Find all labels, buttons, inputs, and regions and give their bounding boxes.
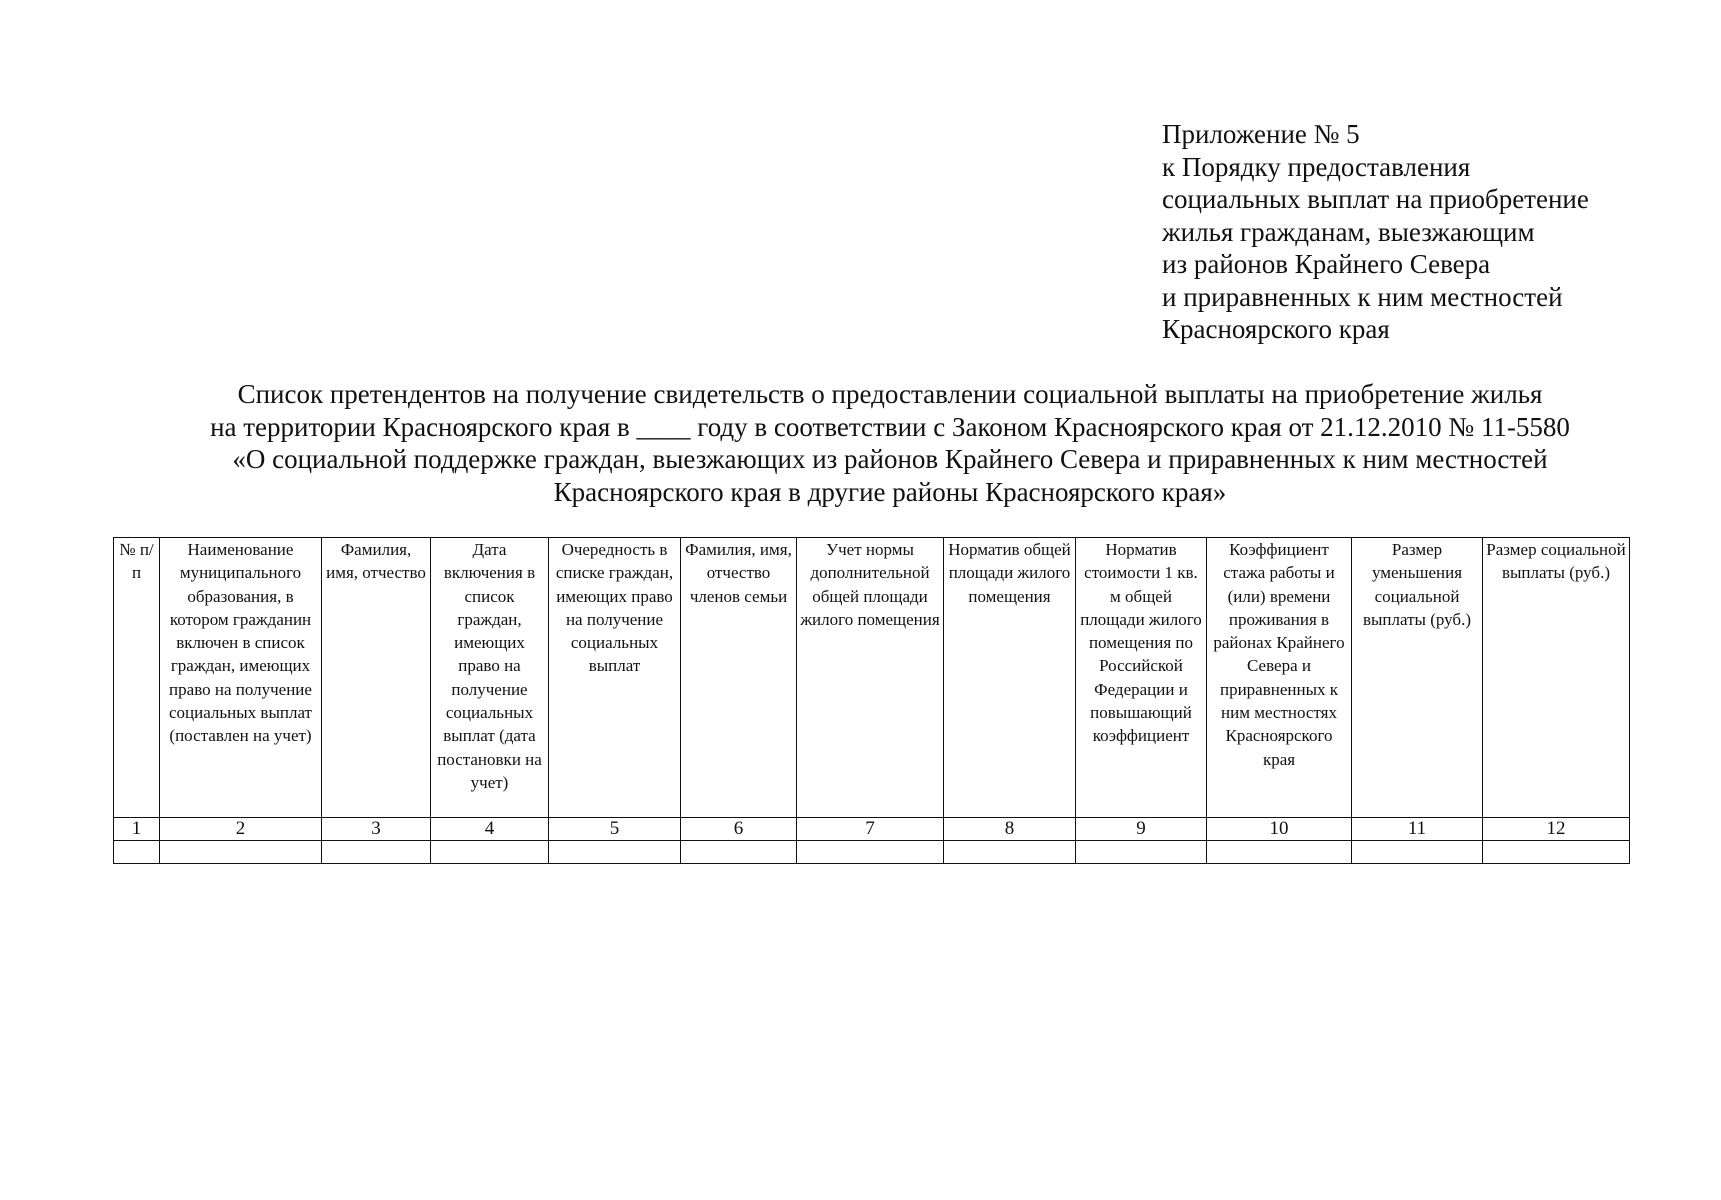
table-cell xyxy=(160,841,322,864)
table-cell xyxy=(1352,841,1483,864)
table-cell xyxy=(1483,841,1630,864)
header-cell-full-name: Фамилия, имя, отчество xyxy=(322,538,431,818)
appendix-line: к Порядку предоставления xyxy=(1162,151,1471,182)
header-cell-experience-coefficient: Коэффициент стажа работы и (или) времени проживания в районах Крайнего Севера и приравненных к ним местностях Красноярского края xyxy=(1207,538,1352,818)
header-cell-extra-area-norm: Учет нормы дополнительной общей площади жилого помещения xyxy=(797,538,944,818)
table-cell xyxy=(114,841,160,864)
header-cell-reduction-amount: Размер уменьшения социальной выплаты (руб.) xyxy=(1352,538,1483,818)
header-cell-municipality: Наименование муниципального образования, в котором гражданин включен в список граждан, имеющих право на получение социальных выплат (поставлен на учет) xyxy=(160,538,322,818)
table-cell xyxy=(944,841,1076,864)
header-cell-area-standard: Норматив общей площади жилого помещения xyxy=(944,538,1076,818)
column-number-cell: 3 xyxy=(322,818,431,841)
header-cell-queue-order: Очередность в списке граждан, имеющих право на получение социальных выплат xyxy=(549,538,681,818)
header-cell-inclusion-date: Дата включения в список граждан, имеющих право на получение социальных выплат (дата постановки на учет) xyxy=(431,538,549,818)
column-number-cell: 10 xyxy=(1207,818,1352,841)
table-cell xyxy=(1076,841,1207,864)
appendix-line: социальных выплат на приобретение xyxy=(1162,184,1589,214)
title-line: Список претендентов на получение свидетельств о предоставлении социальной выплаты на приобретение жилья xyxy=(237,379,1543,409)
column-number-cell: 9 xyxy=(1076,818,1207,841)
column-number-cell: 4 xyxy=(431,818,549,841)
applicants-table xyxy=(113,537,1630,864)
appendix-line: Приложение № 5 xyxy=(1162,119,1360,149)
appendix-block xyxy=(1162,118,1682,346)
column-number-cell: 12 xyxy=(1483,818,1630,841)
document-title xyxy=(100,378,1680,508)
table-cell xyxy=(431,841,549,864)
title-line: на территории Красноярского края в ____ году в соответствии с Законом Красноярского края от 21.12.2010 № 11-5580 xyxy=(210,411,1570,442)
header-cell-row-number: № п/п xyxy=(114,538,160,818)
column-number-cell: 8 xyxy=(944,818,1076,841)
header-cell-family-members: Фамилия, имя, отчество членов семьи xyxy=(681,538,797,818)
title-line: Красноярского края в другие районы Красноярского края» xyxy=(553,476,1227,507)
header-cell-payment-amount: Размер социальной выплаты (руб.) xyxy=(1483,538,1630,818)
table-cell xyxy=(681,841,797,864)
column-number-row xyxy=(114,818,1630,841)
column-number-cell: 1 xyxy=(114,818,160,841)
appendix-line: Красноярского края xyxy=(1162,314,1390,344)
column-number-cell: 11 xyxy=(1352,818,1483,841)
appendix-line: из районов Крайнего Севера xyxy=(1162,249,1491,279)
table-cell xyxy=(1207,841,1352,864)
appendix-line: жилья гражданам, выезжающим xyxy=(1162,216,1535,247)
title-line: «О социальной поддержке граждан, выезжающих из районов Крайнего Севера и приравненных к ним местностей xyxy=(232,444,1548,474)
table-row xyxy=(114,841,1630,864)
column-number-cell: 7 xyxy=(797,818,944,841)
applicants-table-wrap xyxy=(113,537,1629,864)
table-cell xyxy=(549,841,681,864)
table-cell xyxy=(797,841,944,864)
appendix-line: и приравненных к ним местностей xyxy=(1162,281,1563,312)
header-row xyxy=(114,538,1630,818)
header-cell-cost-standard: Норматив стоимости 1 кв. м общей площади жилого помещения по Российской Федерации и повышающий коэффициент xyxy=(1076,538,1207,818)
column-number-cell: 2 xyxy=(160,818,322,841)
column-number-cell: 5 xyxy=(549,818,681,841)
table-cell xyxy=(322,841,431,864)
column-number-cell: 6 xyxy=(681,818,797,841)
